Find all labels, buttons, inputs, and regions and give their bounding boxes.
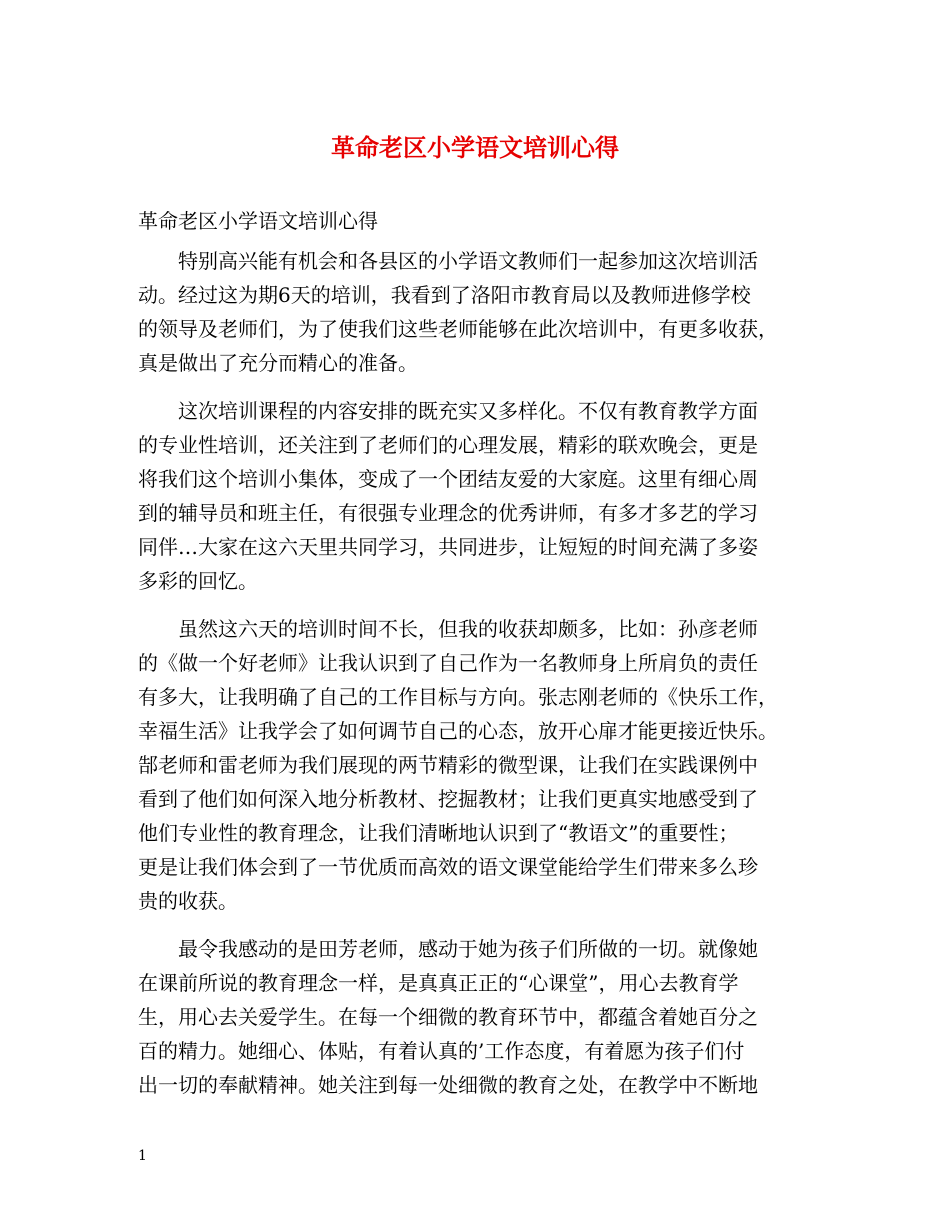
paragraph-line: 的专业性培训，还关注到了老师们的心理发展，精彩的联欢晚会，更是 [138,433,758,457]
paragraph-line: 将我们这个培训小集体，变成了一个团结友爱的大家庭。这里有细心周 [138,467,758,491]
paragraph-line: 特别高兴能有机会和各县区的小学语文教师们一起参加这次培训活 [178,249,758,273]
paragraph-line: 幸福生活》让我学会了如何调节自己的心态，放开心扉才能更接近快乐。 [138,719,778,743]
paragraph-line: 的《做一个好老师》让我认识到了自己作为一名教师身上所肩负的责任 [138,651,758,675]
paragraph-line: 这次培训课程的内容安排的既充实又多样化。不仅有教育教学方面 [178,399,758,423]
paragraph-line: 虽然这六天的培训时间不长，但我的收获却颇多，比如：孙彦老师 [178,617,758,641]
document-subtitle: 革命老区小学语文培训心得 [138,209,378,233]
paragraph-line: 他们专业性的教育理念，让我们清晰地认识到了“教语文”的重要性； [138,821,739,845]
document-body [138,204,814,1102]
paragraph-line: 最令我感动的是田芳老师，感动于她为孩子们所做的一切。就像她 [178,937,758,961]
paragraph-line: 在课前所说的教育理念一样，是真真正正的“心课堂”，用心去教育学 [138,971,739,995]
paragraph-line: 看到了他们如何深入地分析教材、挖掘教材；让我们更真实地感受到了 [138,787,758,811]
paragraph-line: 的领导及老师们，为了使我们这些老师能够在此次培训中，有更多收获， [138,317,778,341]
paragraph-line: 郜老师和雷老师为我们展现的两节精彩的微型课，让我们在实践课例中 [138,753,758,777]
paragraph-line: 真是做出了充分而精心的准备。 [138,351,418,375]
paragraph-line: 出一切的奉献精神。她关注到每一处细微的教育之处，在教学中不断地 [138,1073,758,1097]
paragraph-line: 百的精力。她细心、体贴，有着认真的’工作态度，有着愿为孩子们付 [138,1039,745,1063]
page-number: 1 [138,1148,147,1164]
paragraph [138,394,814,598]
paragraph-line: 动。经过这为期6天的培训，我看到了洛阳市教育局以及教师进修学校 [138,283,751,307]
paragraph [138,612,814,918]
paragraph-line: 到的辅导员和班主任，有很强专业理念的优秀讲师，有多才多艺的学习 [138,501,758,525]
paragraph-line: 多彩的回忆。 [138,569,258,593]
paragraph [138,932,814,1102]
paragraph-line: 有多大，让我明确了自己的工作目标与方向。张志刚老师的《快乐工作， [138,685,778,709]
paragraph-line: 贵的收获。 [138,889,238,913]
paragraph-line: 更是让我们体会到了一节优质而高效的语文课堂能给学生们带来多么珍 [138,855,758,879]
paragraph-line: 生，用心去关爱学生。在每一个细微的教育环节中，都蕴含着她百分之 [138,1005,758,1029]
paragraph-line: 同伴…大家在这六天里共同学习，共同进步，让短短的时间充满了多姿 [138,535,758,559]
paragraph [138,244,814,380]
document-title: 革命老区小学语文培训心得 [331,133,619,162]
